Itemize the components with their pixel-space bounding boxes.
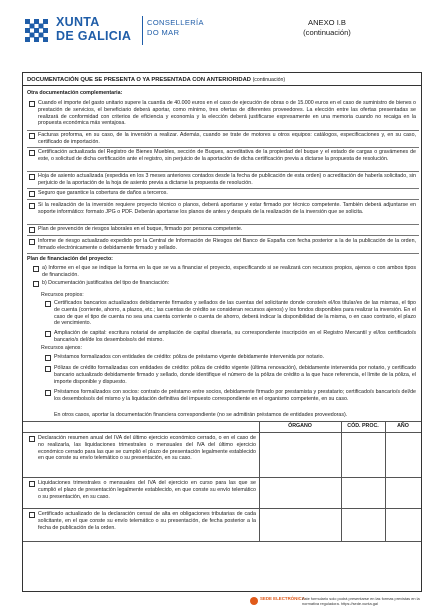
external-resources-label: Recursos ajenos: (41, 345, 82, 351)
checkbox[interactable] (29, 239, 35, 245)
doc-item-risk-report (29, 238, 417, 252)
table-row (29, 511, 257, 531)
external-resource-text: Préstamos formalizados con entidades de crédito: póliza de préstamo vigente debidamente intervenida por notario. (54, 354, 325, 360)
annex-heading (272, 18, 382, 38)
doc-item-text: Certificación actualizada del Registro de Bienes Muebles, sección de Buques, acreditativa de la propiedad del buque y el estado de cargas o gravámenes de este, o solicitud de dicha certificación ante el registro, sin perjuicio de la aportación de dicha certificación previa a dictarse la propuesta de resolución. (38, 149, 416, 162)
external-resource-loans (45, 354, 417, 361)
checkbox[interactable] (45, 355, 51, 361)
checkbox[interactable] (45, 301, 51, 307)
doc-item-text: Informe de riesgo actualizado expedido por la Central de Información de Riesgos del Banco de España con fecha posterior a la de la publicación de la orden, firmado electrónicamente o debidamente firmado y sellado. (38, 238, 416, 251)
department-line-1: CONSELLERÍA (147, 18, 204, 27)
doc-item-proforma (29, 132, 417, 146)
checkbox[interactable] (45, 390, 51, 396)
table-row (29, 480, 257, 500)
footer-note: Este formulario solo podrá presentarse en las formas previstas en la normativa reguladora. https://sede.xunta.gal (302, 596, 420, 606)
divider (27, 171, 419, 172)
checkbox[interactable] (33, 266, 39, 272)
table-row-text: Liquidaciones trimestrales o mensuales del IVA del ejercicio en curso para las que se cumplió el plazo de presentación legalmente establecido, en que conste su envío telemático o su presentación, en su caso. (38, 480, 256, 500)
doc-item-technical-project (29, 202, 417, 216)
checkbox[interactable] (29, 174, 35, 180)
doc-item-insurance (29, 190, 417, 197)
table-row-text: Declaración resumen anual del IVA del último ejercicio económico cerrado, o en el caso de no realizarla, las liquidaciones trimestrales o mensuales del IVA del último ejercicio económico cerrado para las que se cumplió el plazo de presentación legalmente establecido en que conste su envío telemático o su presentación, en su caso. (38, 435, 256, 462)
financing-item-a (33, 265, 417, 279)
table-col-divider (385, 421, 386, 541)
table-col-divider (341, 421, 342, 541)
doc-item-three-offers (29, 100, 417, 127)
section-title-note: (continuación) (252, 77, 286, 83)
annex-title: ANEXO I.B (308, 18, 346, 27)
logo-text-galicia: DE GALICIA (56, 29, 132, 43)
other-cases-note: En otros casos, aportar la documentación financiera correspondiente (no se admitirán préstamos de entidades proveedoras). (54, 412, 348, 418)
table-header-organ: ÓRGANO (288, 423, 312, 429)
own-resources-label: Recursos propios: (41, 292, 84, 298)
checkbox[interactable] (29, 227, 35, 233)
divider (27, 199, 419, 200)
divider (27, 235, 419, 236)
own-resource-bank-certificates (45, 300, 417, 327)
checkbox[interactable] (45, 331, 51, 337)
logo-text-xunta: XUNTA (56, 15, 100, 29)
table-bottom-rule (23, 541, 421, 542)
doc-item-text: Seguro que garantice la cobertura de daños a terceros. (38, 190, 168, 196)
table-header-year: AÑO (397, 423, 409, 429)
page-footer (250, 595, 425, 609)
divider (27, 188, 419, 189)
sede-logo-icon (250, 597, 258, 605)
department-line-2: DO MAR (147, 28, 180, 37)
table-col-divider (259, 421, 260, 541)
section-title (27, 76, 417, 84)
checkbox[interactable] (29, 512, 35, 518)
doc-item-text: Facturas proforma, en su caso, de la inversión a realizar. Además, cuando se trate de motores u otros equipos: catálogos, especificaciones y, en su caso, certificado de importación. (38, 132, 416, 145)
logo-divider (142, 16, 143, 45)
doc-item-ship-registry (29, 149, 417, 163)
checkbox[interactable] (29, 101, 35, 107)
doc-item-text: Si la realización de la inversión requiere proyecto técnico o planos, deberá aportarse y estar firmado por técnico competente. También deberá adjuntarse en soporte informático: formato JPG o PDF. Deberán aportarse los planos de antes y después de la realización de la inversión que se solicita. (38, 202, 416, 215)
checkbox[interactable] (29, 481, 35, 487)
section-title-text: DOCUMENTACIÓN QUE SE PRESENTA O YA PRESENTADA CON ANTERIORIDAD (27, 77, 251, 83)
xunta-logo (22, 14, 212, 48)
xunta-crest-icon (22, 16, 52, 46)
divider (27, 253, 419, 254)
financing-item-a-text: a) Informe en el que se indique la forma en la que se va a financiar el proyecto, especificando si se realizará con recursos propios, ajenos o con ambos tipos de financiación. (42, 265, 416, 278)
doc-item-text: Plan de prevención de riesgos laborales en el buque, firmado por persona competente. (38, 226, 243, 232)
doc-item-risk-prevention (29, 226, 417, 233)
doc-item-text: Cuando el importe del gasto unitario supere la cuantía de 40.000 euros en el caso de ejecución de obras o de 15.000 euros en el caso de suministro de bienes o prestación de servicios, el beneficiario deberá aportar, como mínimo, tres ofertas de diferentes proveedores. La elección entre las ofertas presentadas se realizará de conformidad con criterios de eficiencia y economía y la elección deberá justificarse expresamente en una memoria cuando no recaiga en la propuesta económica más ventajosa. (38, 100, 416, 127)
form-header (22, 14, 422, 50)
doc-item-seat-sheet (29, 173, 417, 187)
table-row-text: Certificado actualizado de la declaración censal de alta en obligaciones tributarias de cada solicitante, en el que conste su envío telemático o su presentación, de fecha posterior a la fecha de publicación de la orden. (38, 511, 256, 531)
financing-title: Plan de financiación del proyecto: (27, 256, 113, 262)
section-title-rule (23, 85, 421, 86)
financing-item-b (33, 280, 417, 287)
external-resource-partner-loans (45, 389, 417, 403)
own-resource-text: Ampliación de capital: escritura notarial de ampliación de capital diserarla, su correspondiente inscripción en el Registro Mercantil y el/los certificado/s bancario/s del/de los desembolso/s del mismo. (54, 330, 416, 343)
external-resource-text: Préstamos formalizados con socios: contrato de préstamo entre socios, debidamente firmado por prestamista y prestatario; certificado/s bancario/s del/de los desembolso/s del mismo y la liquidación definitiva del impuesto correspondiente en el organismo competente, en su caso. (54, 389, 416, 402)
financing-item-b-text: b) Documentación justificativa del tipo de financiación: (42, 280, 170, 286)
divider (27, 224, 419, 225)
doc-item-text: Hoja de asiento actualizada (expedida en los 3 meses anteriores contados desde la fecha de publicación de esta orden) o acreditación de haberla solicitado, sin perjuicio de la aportación de la hoja de asiento previa a dictarse la propuesta de resolución. (38, 173, 416, 186)
other-docs-label: Otra documentación complementaria: (27, 90, 123, 96)
external-resource-text: Pólizas de crédito formalizadas con entidades de crédito: póliza de crédito vigente (última renovación), debidamente intervenida por notario, y certificado bancario actualizado debidamente firmado y sellado, donde identifique el número de la póliza de crédito a la que hace referencia, el límite de la póliza, el importe disponible y dispuesto. (54, 365, 416, 385)
own-resource-text: Certificados bancarios actualizados debidamente firmados y sellados de las cuentas del solicitante donde conste/n el/los titular/es de las mismas, el tipo de cuenta (corriente, ahorro, a plazos, etc.; las cuentas de crédito se consideran recursos ajenos) y los fondos disponibles para realizar la inversión. En el caso de que el tipo de cuenta no sea una cuenta corriente o cuenta de ahorro, deberá indicar la disponibilidad de la misma, o en caso contrario, el plazo de vencimiento. (54, 300, 416, 327)
checkbox[interactable] (29, 133, 35, 139)
checkbox[interactable] (29, 191, 35, 197)
footer-brand: SEDE ELECTRÓNICA (260, 596, 305, 601)
table-row-rule (23, 477, 421, 478)
annex-subtitle: (continuación) (303, 28, 351, 37)
checkbox[interactable] (45, 366, 51, 372)
table-top-rule (23, 421, 421, 422)
table-header-rule (23, 432, 421, 433)
table-header-proc-code: CÓD. PROC. (347, 423, 379, 429)
divider (27, 130, 419, 131)
documentation-section (22, 72, 422, 592)
own-resource-capital-increase (45, 330, 417, 344)
table-row-rule (23, 508, 421, 509)
checkbox[interactable] (29, 150, 35, 156)
checkbox[interactable] (29, 203, 35, 209)
checkbox[interactable] (33, 281, 39, 287)
divider (27, 147, 419, 148)
external-resource-credit-policies (45, 365, 417, 385)
table-row (29, 435, 257, 462)
checkbox[interactable] (29, 436, 35, 442)
